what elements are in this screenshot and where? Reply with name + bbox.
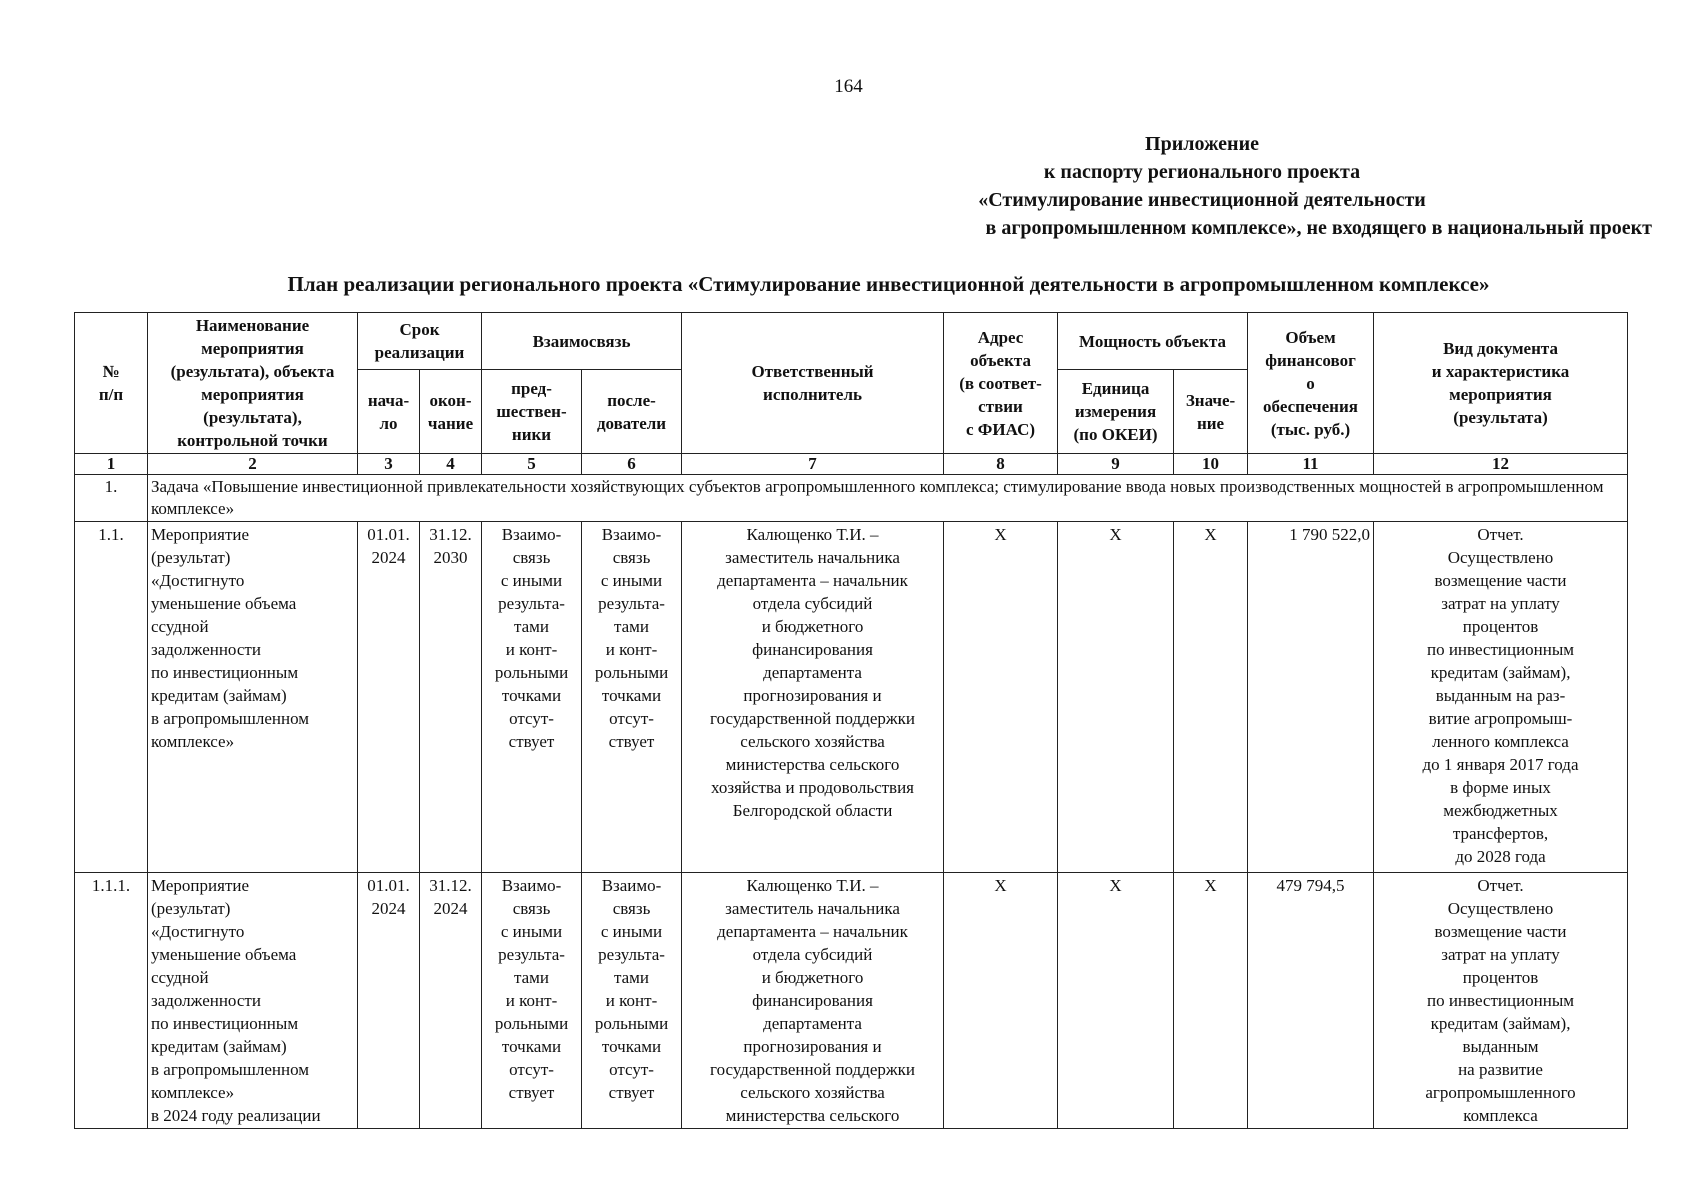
column-number: 8 xyxy=(944,454,1058,475)
row-address: X xyxy=(944,873,1058,1129)
header-capacity: Мощность объекта xyxy=(1058,313,1248,370)
header-term: Срок реализации xyxy=(358,313,482,370)
column-number: 11 xyxy=(1248,454,1374,475)
row-successors: Взаимо- связь с иными результа- тами и конт- рольными точками отсут- ствует xyxy=(582,873,682,1129)
table-row xyxy=(75,522,1628,873)
appendix-line-2: к паспорту регионального проекта xyxy=(1043,161,1361,183)
appendix-line-3: «Стимулирование инвестиционной деятельности xyxy=(978,189,1426,211)
row-doc: Отчет. Осуществлено возмещение части затрат на уплату процентов по инвестиционным кредитам (займам), выданным на развитие агропромышленного комплекса xyxy=(1374,873,1628,1129)
row-unit: X xyxy=(1058,873,1174,1129)
row-num: 1.1.1. xyxy=(75,873,148,1129)
column-numbers-row xyxy=(75,454,1628,475)
row-unit: X xyxy=(1058,522,1174,873)
row-end: 31.12. 2024 xyxy=(420,873,482,1129)
column-number: 6 xyxy=(582,454,682,475)
row-name: Мероприятие (результат) «Достигнуто уменьшение объема ссудной задолженности по инвестиционным кредитам (займам) в агропромышленном комплексе» xyxy=(148,522,358,873)
header-relation-pred: пред- шествен- ники xyxy=(482,370,582,454)
row-finance: 1 790 522,0 xyxy=(1248,522,1374,873)
plan-table xyxy=(74,312,1628,1129)
row-predecessors: Взаимо- связь с иными результа- тами и конт- рольными точками отсут- ствует xyxy=(482,522,582,873)
header-name: Наименование мероприятия (результата), объекта мероприятия (результата), контрольной точки xyxy=(148,313,358,454)
header-capacity-unit: Единица измерения (по ОКЕИ) xyxy=(1058,370,1174,454)
row-doc: Отчет. Осуществлено возмещение части затрат на уплату процентов по инвестиционным кредитам (займам), выданным на раз- витие агропромыш- ленного комплекса до 1 января 2017 года в форме иных межбюджетных трансфертов, до 2028 года xyxy=(1374,522,1628,873)
appendix-header xyxy=(752,130,1652,242)
header-term-start: нача- ло xyxy=(358,370,420,454)
plan-title: План реализации регионального проекта «Стимулирование инвестиционной деятельности в агропромышленном комплексе» xyxy=(287,272,1490,296)
header-executor: Ответственный исполнитель xyxy=(682,313,944,454)
row-num: 1.1. xyxy=(75,522,148,873)
column-number: 4 xyxy=(420,454,482,475)
row-finance: 479 794,5 xyxy=(1248,873,1374,1129)
header-term-end: окон- чание xyxy=(420,370,482,454)
row-value: X xyxy=(1174,873,1248,1129)
header-doc-type: Вид документа и характеристика мероприятия (результата) xyxy=(1374,313,1628,454)
row-start: 01.01. 2024 xyxy=(358,873,420,1129)
column-number: 12 xyxy=(1374,454,1628,475)
header-relation: Взаимосвязь xyxy=(482,313,682,370)
task-text: Задача «Повышение инвестиционной привлекательности хозяйствующих субъектов агропромышленного комплекса; стимулирование ввода новых производственных мощностей в агропромышленном комплексе» xyxy=(148,475,1628,522)
table-row xyxy=(75,873,1628,1129)
header-num: № п/п xyxy=(75,313,148,454)
row-executor: Калющенко Т.И. – заместитель начальника департамента – начальник отдела субсидий и бюджетного финансирования департамента прогнозирования и государственной поддержки сельского хозяйства министерства сельского хозяйства и продовольствия Белгородской области xyxy=(682,522,944,873)
appendix-line-1: Приложение xyxy=(1145,133,1259,155)
appendix-line-4: в агропромышленном комплексе», не входящего в национальный проект xyxy=(985,217,1652,239)
task-num: 1. xyxy=(75,475,148,522)
column-number: 7 xyxy=(682,454,944,475)
row-executor: Калющенко Т.И. – заместитель начальника департамента – начальник отдела субсидий и бюджетного финансирования департамента прогнозирования и государственной поддержки сельского хозяйства министерства сельского xyxy=(682,873,944,1129)
header-row-1 xyxy=(75,313,1628,370)
page-number: 164 xyxy=(834,76,863,97)
task-row xyxy=(75,475,1628,522)
column-number: 10 xyxy=(1174,454,1248,475)
column-number: 1 xyxy=(75,454,148,475)
column-number: 9 xyxy=(1058,454,1174,475)
header-finance: Объем финансовог о обеспечения (тыс. руб.) xyxy=(1248,313,1374,454)
column-number: 3 xyxy=(358,454,420,475)
row-address: X xyxy=(944,522,1058,873)
column-number: 5 xyxy=(482,454,582,475)
row-value: X xyxy=(1174,522,1248,873)
row-successors: Взаимо- связь с иными результа- тами и конт- рольными точками отсут- ствует xyxy=(582,522,682,873)
header-capacity-value: Значе- ние xyxy=(1174,370,1248,454)
row-start: 01.01. 2024 xyxy=(358,522,420,873)
row-predecessors: Взаимо- связь с иными результа- тами и конт- рольными точками отсут- ствует xyxy=(482,873,582,1129)
row-name: Мероприятие (результат) «Достигнуто уменьшение объема ссудной задолженности по инвестиционным кредитам (займам) в агропромышленном комплексе» в 2024 году реализации xyxy=(148,873,358,1129)
column-number: 2 xyxy=(148,454,358,475)
row-end: 31.12. 2030 xyxy=(420,522,482,873)
header-relation-succ: после- дователи xyxy=(582,370,682,454)
header-address: Адрес объекта (в соответ- ствии с ФИАС) xyxy=(944,313,1058,454)
